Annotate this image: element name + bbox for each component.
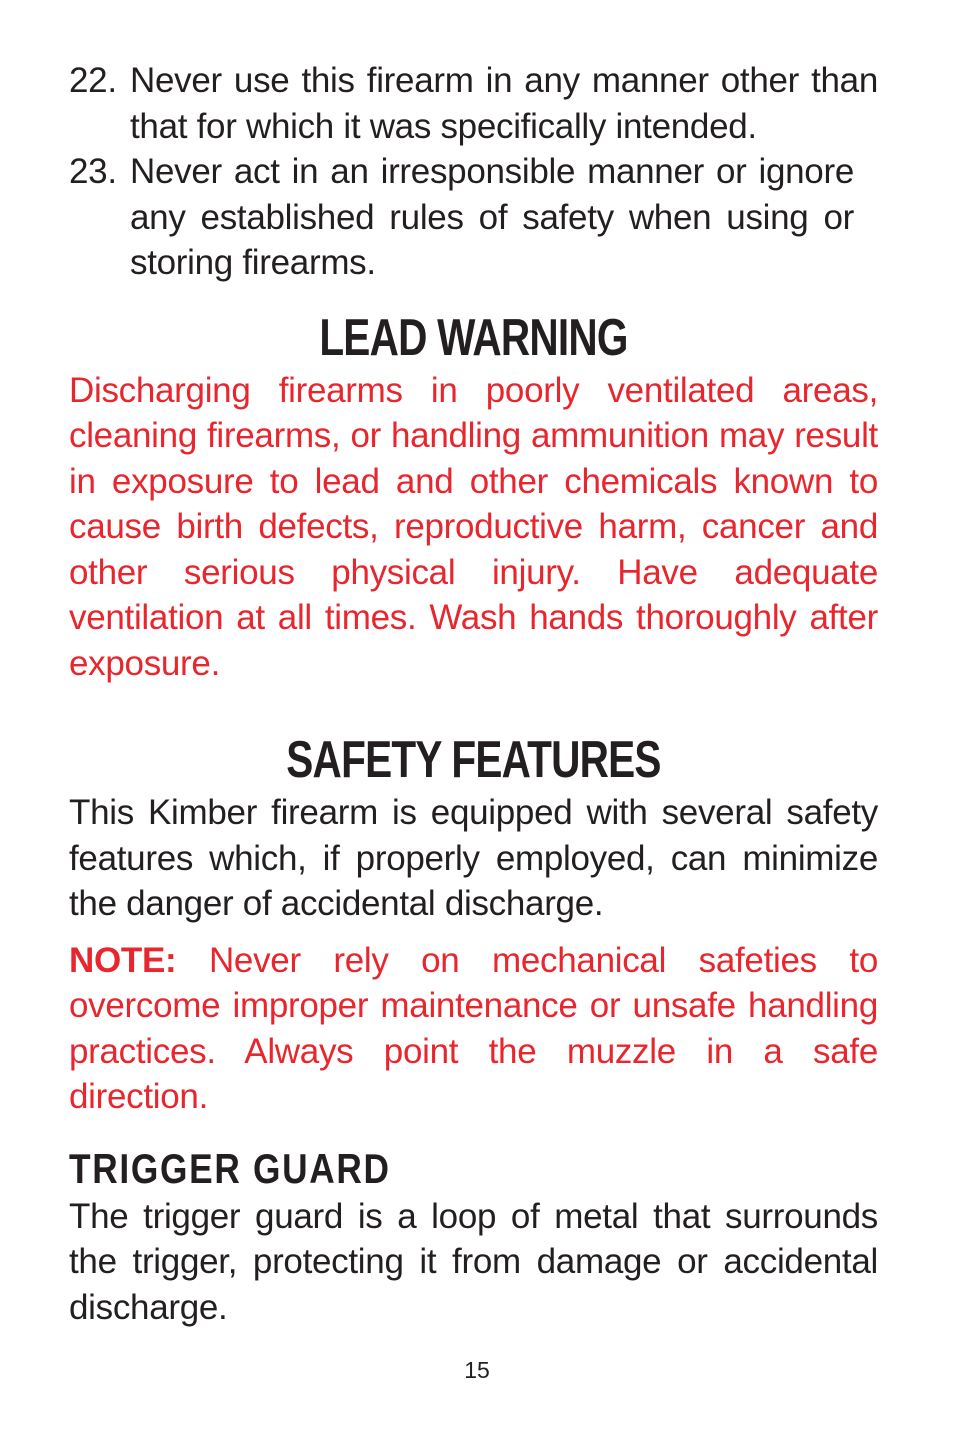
manual-page [69, 58, 878, 1330]
lead-warning-heading: LEAD WARNING [319, 308, 628, 367]
note-text: Never rely on mechanical safeties to overcome improper maintenance or unsafe handling practices. Always point the muzzle in a safe direction. [69, 940, 878, 1116]
list-item-text: Never act in an irresponsible manner or ignore any established rules of safety when using or storing firearms. [130, 152, 854, 282]
note-label: NOTE: [69, 940, 177, 980]
trigger-guard-text: The trigger guard is a loop of metal that surrounds the trigger, protecting it from damage or accidental discharge. [69, 1196, 878, 1327]
safety-rules-list [69, 58, 878, 286]
list-item-number: 23. [69, 152, 117, 191]
list-item-number: 22. [69, 61, 117, 100]
safety-note [69, 938, 878, 1120]
list-item [69, 149, 878, 286]
safety-features-text: This Kimber firearm is equipped with several safety features which, if properly employed, can minimize the danger of accidental discharge. [69, 793, 878, 923]
list-item-text: Never use this firearm in any manner other than that for which it was specifically intended. [130, 61, 878, 146]
list-item [69, 58, 878, 149]
safety-features-heading: SAFETY FEATURES [286, 731, 661, 789]
lead-warning-text: Discharging firearms in poorly ventilated areas, cleaning firearms, or handling ammunition may result in exposure to lead and other chemicals known to cause birth defects, reproductive harm, cancer and other serious physical injury. Have adequate ventilation at all times. Wash hands thoroughly after exposure. [69, 370, 878, 683]
page-number: 15 [464, 1357, 490, 1383]
trigger-guard-heading: TRIGGER GUARD [69, 1144, 391, 1192]
